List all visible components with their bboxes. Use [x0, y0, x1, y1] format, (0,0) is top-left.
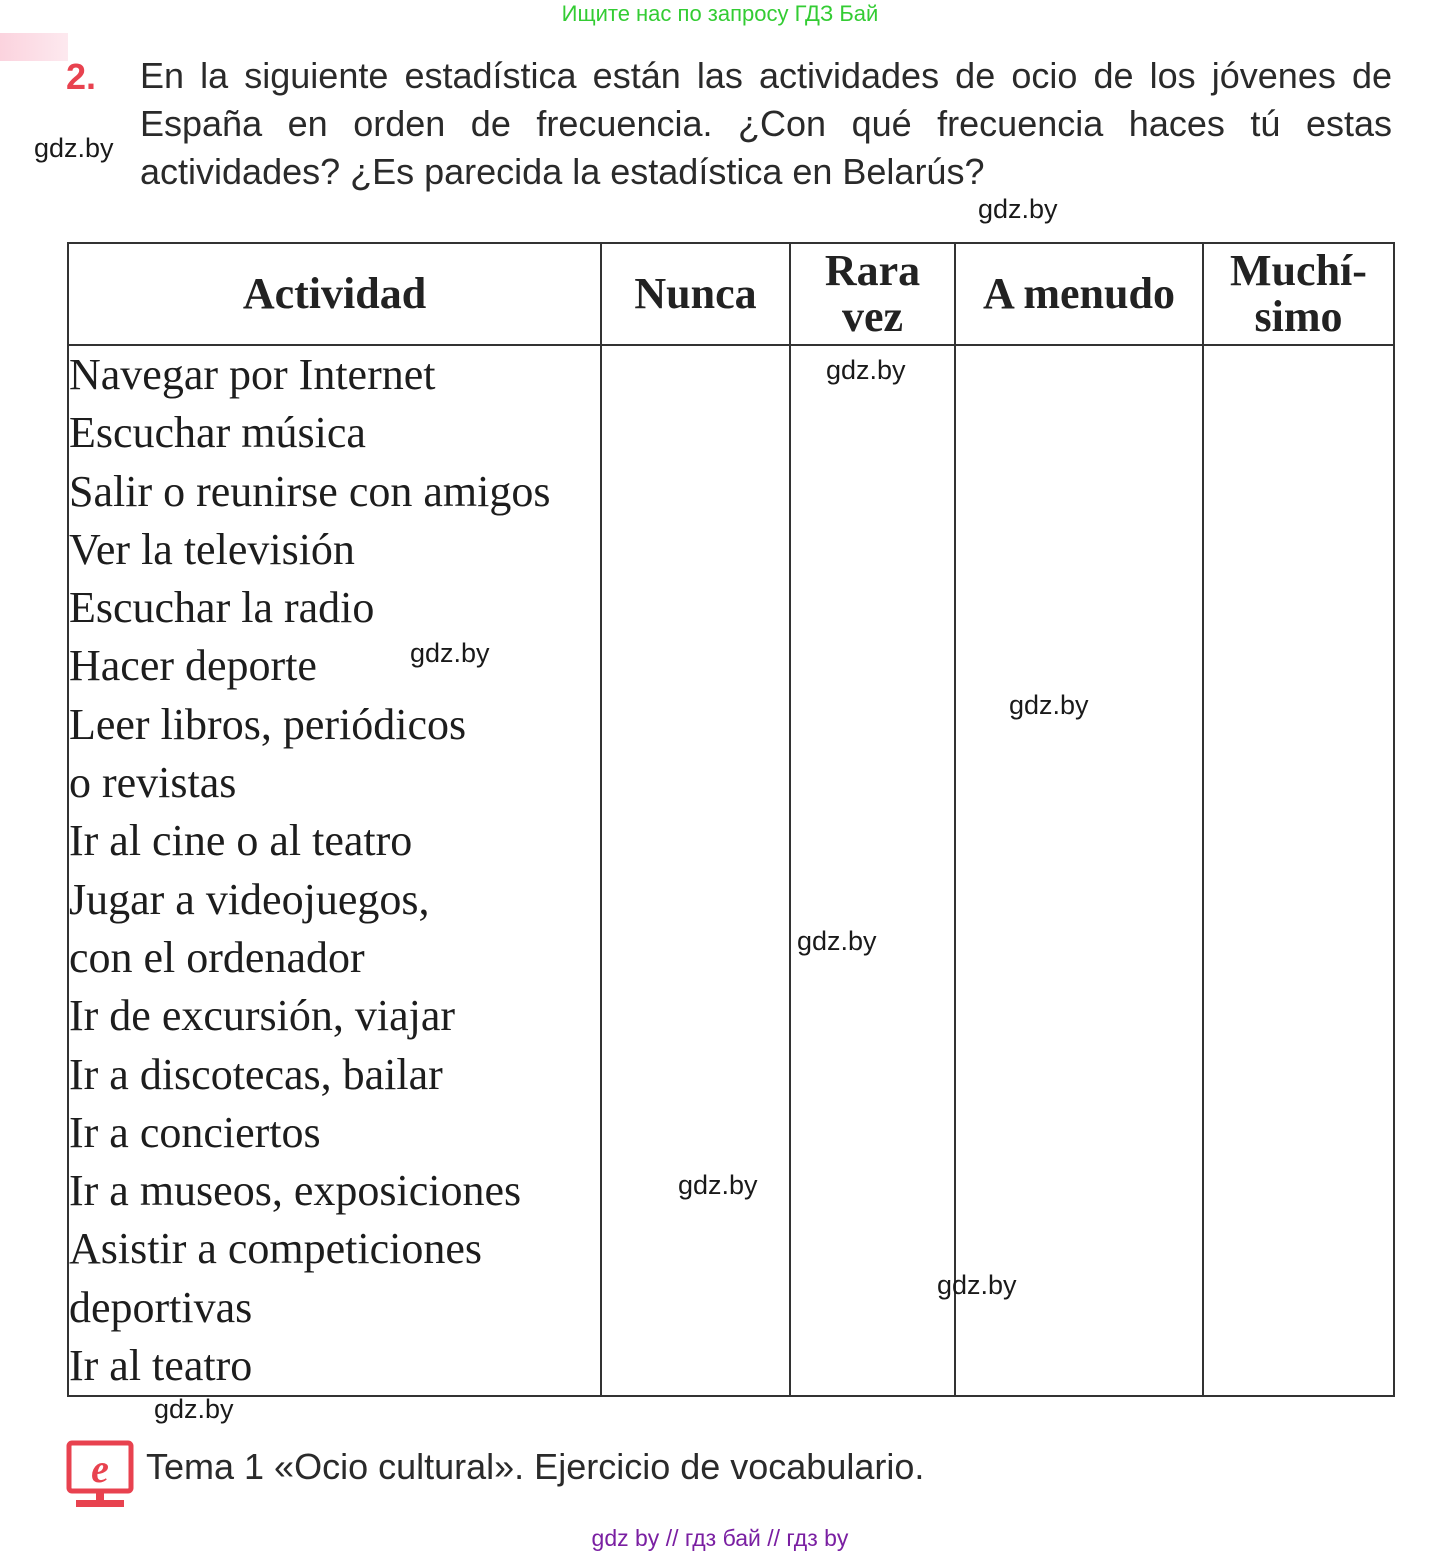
activity-item: Escuchar la radio	[69, 583, 375, 633]
header-muchisimo-line1: Muchí-	[1230, 246, 1367, 295]
watermark: gdz.by	[826, 355, 906, 385]
activity-item: Navegar por Internet	[69, 350, 436, 399]
top-banner: Ищите нас по запросу ГДЗ Бай	[561, 1, 879, 26]
activities-cell	[68, 345, 601, 1396]
decorative-pink-strip	[0, 33, 68, 61]
muchisimo-cell	[1203, 345, 1394, 1396]
table-body-row	[68, 345, 1394, 1396]
exercise-number: 2.	[66, 56, 97, 97]
bottom-links[interactable]: gdz by // гдз бай // гдз by	[591, 1525, 849, 1551]
header-actividad: Actividad	[68, 243, 601, 345]
table-header-row	[68, 243, 1394, 345]
watermark: gdz.by	[1009, 690, 1089, 720]
header-rara-vez	[790, 243, 955, 345]
header-nunca: Nunca	[601, 243, 790, 345]
watermark: gdz.by	[678, 1170, 758, 1200]
footer-note: Tema 1 «Ocio cultural». Ejercicio de vocabulario.	[146, 1446, 925, 1487]
activity-item: Ir a museos, exposiciones	[69, 1166, 522, 1216]
nunca-cell	[601, 345, 790, 1396]
icon-letter: e	[91, 1446, 109, 1491]
watermark: gdz.by	[34, 133, 114, 163]
activity-item: Asistir a competiciones	[69, 1224, 483, 1274]
activity-item: o revistas	[69, 758, 237, 808]
activity-item: Leer libros, periódicos	[69, 699, 467, 749]
watermark: gdz.by	[978, 194, 1058, 224]
activity-item: Ir al cine o al teatro	[69, 816, 413, 866]
activity-item: Ver la televisión	[69, 524, 355, 574]
header-rara-vez-line1: Rara	[824, 246, 921, 295]
activity-item: deportivas	[69, 1282, 253, 1332]
e-learning-monitor-icon	[66, 1440, 134, 1510]
activity-item: Salir o reunirse con amigos	[69, 466, 551, 516]
activity-item: Ir a discotecas, bailar	[69, 1049, 443, 1099]
activity-item: Ir de excursión, viajar	[69, 991, 456, 1041]
activity-item: Ir al teatro	[69, 1341, 253, 1391]
header-muchisimo-line2: simo	[1254, 292, 1343, 341]
activity-frequency-table	[67, 242, 1395, 1397]
activity-item: con el ordenador	[69, 932, 365, 982]
activity-item: Escuchar música	[69, 408, 366, 458]
watermark: gdz.by	[154, 1394, 234, 1424]
activity-item: Jugar a videojuegos,	[69, 874, 430, 924]
activity-item: Hacer deporte	[69, 641, 317, 691]
rara-vez-cell	[790, 345, 955, 1396]
watermark: gdz.by	[937, 1270, 1017, 1300]
watermark: gdz.by	[797, 926, 877, 956]
a-menudo-cell	[955, 345, 1203, 1396]
header-a-menudo: A menudo	[955, 243, 1203, 345]
watermark: gdz.by	[410, 638, 490, 668]
header-muchisimo	[1203, 243, 1394, 345]
header-rara-vez-line2: vez	[841, 292, 904, 341]
exercise-question: En la siguiente estadística están las actividades de ocio de los jóvenes de España en orden de frecuencia. ¿Con qué frecuencia haces tú estas actividades? ¿Es parecida la estadística en Belarús?	[140, 55, 1392, 192]
activity-item: Ir a conciertos	[69, 1107, 321, 1157]
